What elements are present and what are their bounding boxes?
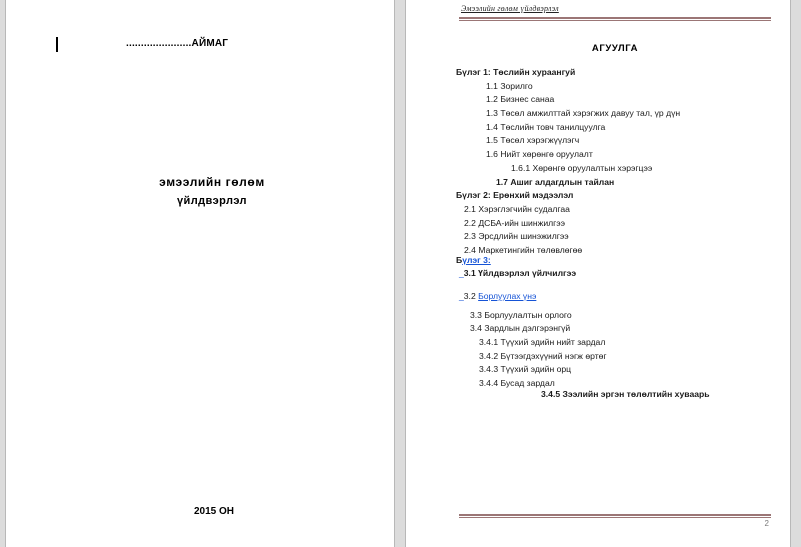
toc-text: 1.4 Төслийн товч танилцуулга xyxy=(486,121,606,132)
toc-entry xyxy=(406,107,786,121)
toc-entry xyxy=(406,148,786,162)
toc-text: 3.2 xyxy=(463,291,479,301)
toc-entry xyxy=(406,363,786,377)
toc-text: 2.3 Эрсдлийн шинэжилгээ xyxy=(464,231,569,242)
toc-entry xyxy=(406,290,786,304)
toc-entry xyxy=(406,254,786,268)
toc-text: 3.3 Борлуулалтын орлого xyxy=(470,309,572,320)
toc-entry xyxy=(406,176,786,190)
cover-title: эмээлийн гөлөм xyxy=(159,175,265,189)
toc-text: 2.1 Хэрэглэгчийн судалгаа xyxy=(464,203,570,214)
toc-entry xyxy=(406,309,786,323)
page-cover[interactable] xyxy=(5,0,395,547)
toc-entry xyxy=(406,189,786,203)
toc-link[interactable]: Борлуулах үнэ xyxy=(478,291,537,301)
toc-text: _ xyxy=(459,268,464,279)
page-toc[interactable] xyxy=(405,0,791,547)
toc-entry xyxy=(406,267,786,281)
toc-entry xyxy=(406,134,786,148)
toc-entry xyxy=(406,93,786,107)
toc-entry xyxy=(406,162,786,176)
cover-subtitle: үйлдвэрлэл xyxy=(177,195,247,207)
toc-text: 1.3 Төсөл амжилттай хэрэгжих давуу тал, үр дүн xyxy=(486,108,681,119)
toc-text: 3.4.3 Түүхий эдийн орц xyxy=(479,364,572,375)
toc-text: _ xyxy=(459,291,464,301)
toc-text: 1.1 Зорилго xyxy=(486,80,533,91)
toc-text: Бүлэг 1: Төслийн хураангуй xyxy=(456,67,576,77)
cover-year: 2015 ОН xyxy=(193,506,235,517)
header-rule xyxy=(459,17,771,21)
toc-entry xyxy=(406,66,786,80)
toc-text: 1.5 Төсөл хэрэгжүүлэгч xyxy=(486,135,580,146)
toc-text: 3.4.1 Түүхий эдийн нийт зардал xyxy=(479,337,606,348)
toc-text: 1.7 Ашиг алдагдлын тайлан xyxy=(496,176,615,187)
footer-rule xyxy=(459,514,771,518)
aimag-line: ......................АЙМАГ xyxy=(126,38,229,49)
toc-entry xyxy=(406,217,786,231)
page-number: 2 xyxy=(764,519,769,528)
cover-title-block xyxy=(6,175,394,207)
toc-entry xyxy=(406,203,786,217)
toc-text: 1.6 Нийт хөрөнгө оруулалт xyxy=(486,149,593,160)
toc-text: 3.4.4 Бусад зардал xyxy=(479,378,555,389)
toc-text: 1.2 Бизнес санаа xyxy=(486,94,555,105)
toc-entry xyxy=(406,388,786,402)
running-header: Эмээлийн гөлөм үйлдвэрлэл xyxy=(461,4,559,13)
text-cursor xyxy=(56,37,58,52)
toc-text: Бүлэг 2: Ерөнхий мэдээлэл xyxy=(456,190,574,201)
toc-text: 3.4 Зардлын дэлгэрэнгүй xyxy=(470,323,571,334)
toc-link[interactable]: үлэг 3: xyxy=(462,254,491,265)
toc-text: 3.4.2 Бүтээгдэхүүний нэгж өртөг xyxy=(479,350,607,361)
toc-list xyxy=(406,66,786,402)
toc-text: 2.4 Маркетингийн төлөвлөгөө xyxy=(464,244,583,255)
toc-entry xyxy=(406,230,786,244)
toc-text: 1.6.1 Хөрөнгө оруулалтын хэрэгцээ xyxy=(511,162,653,173)
toc-text: 3.4.5 Зээлийн эргэн төлөлтийн хуваарь xyxy=(541,388,710,399)
toc-entry xyxy=(406,121,786,135)
toc-text: 2.2 ДСБА-ийн шинжилгээ xyxy=(464,217,566,228)
toc-entry xyxy=(406,322,786,336)
toc-text: Б xyxy=(456,254,463,265)
toc-entry xyxy=(406,350,786,364)
toc-entry xyxy=(406,336,786,350)
toc-heading: АГУУЛГА xyxy=(591,43,639,54)
toc-entry xyxy=(406,80,786,94)
toc-text: 3.1 Үйлдвэрлэл үйлчилгээ xyxy=(463,268,577,279)
